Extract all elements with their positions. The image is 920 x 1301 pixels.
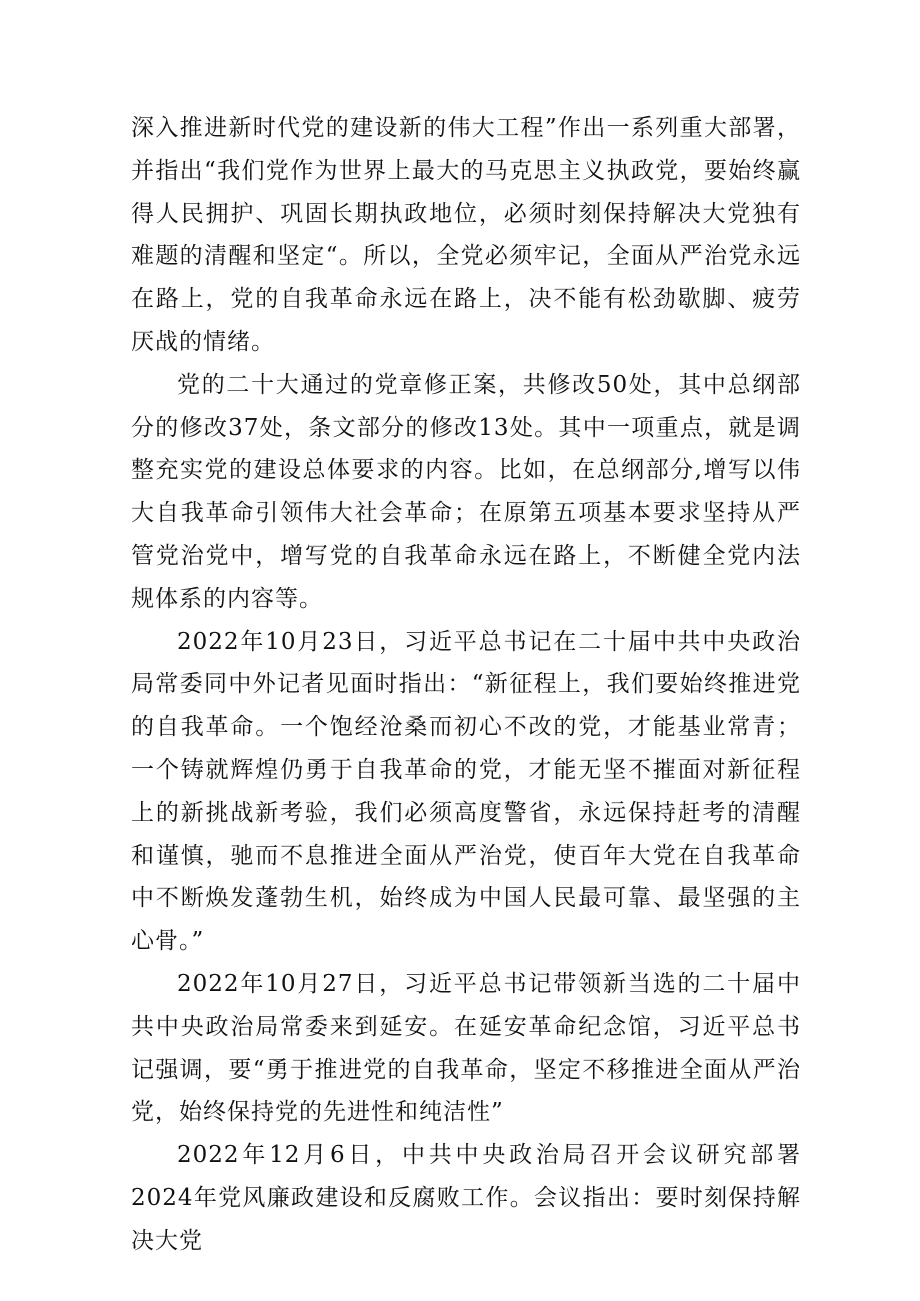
paragraph-party-constitution: 党的二十大通过的党章修正案，共修改50处，其中总纲部分的修改37处，条文部分的修改13处。其中一项重点，就是调整充实党的建设总体要求的内容。比如，在总纲部分,增写以伟大自我革命引领伟大社会革命；在原第五项基本要求坚持从严管党治党中，增写党的自我革命永远在路上，不断健全党内法规体系的内容等。 bbox=[131, 371, 801, 612]
paragraph-continuation: 深入推进新时代党的建设新的伟大工程”作出一系列重大部署，并指出“我们党作为世界上最大的马克思主义执政党，要始终赢得人民拥护、巩固长期执政地位，必须时刻保持解决大党独有难题的清醒和坚定“。所以，全党必须牢记，全面从严治党永远在路上，党的自我革命永远在路上，决不能有松劲歇脚、疲劳厌战的情绪。 bbox=[131, 115, 801, 355]
paragraph-oct-27: 2022年10月27日，习近平总书记带领新当选的二十届中共中央政治局常委来到延安。在延安革命纪念馆，习近平总书记强调，要“勇于推进党的自我革命，坚定不移推进全面从严治党，始终保持党的先进性和纯洁性” bbox=[131, 970, 801, 1126]
paragraph-dec-6: 2022年12月6日，中共中央政治局召开会议研究部署2024年党风廉政建设和反腐败工作。会议指出：要时刻保持解决大党 bbox=[131, 1142, 801, 1254]
document-body bbox=[131, 107, 801, 1263]
paragraph-oct-23: 2022年10月23日，习近平总书记在二十届中共中央政治局常委同中外记者见面时指出：“新征程上，我们要始终推进党的自我革命。一个饱经沧桑而初心不改的党，才能基业常青；一个铸就辉煌仍勇于自我革命的党，才能无坚不摧面对新征程上的新挑战新考验，我们必须高度警省，永远保持赶考的清醒和谨慎，驰而不息推进全面从严治党，使百年大党在自我革命中不断焕发蓬勃生机，始终成为中国人民最可靠、最坚强的主心骨。” bbox=[131, 628, 801, 955]
